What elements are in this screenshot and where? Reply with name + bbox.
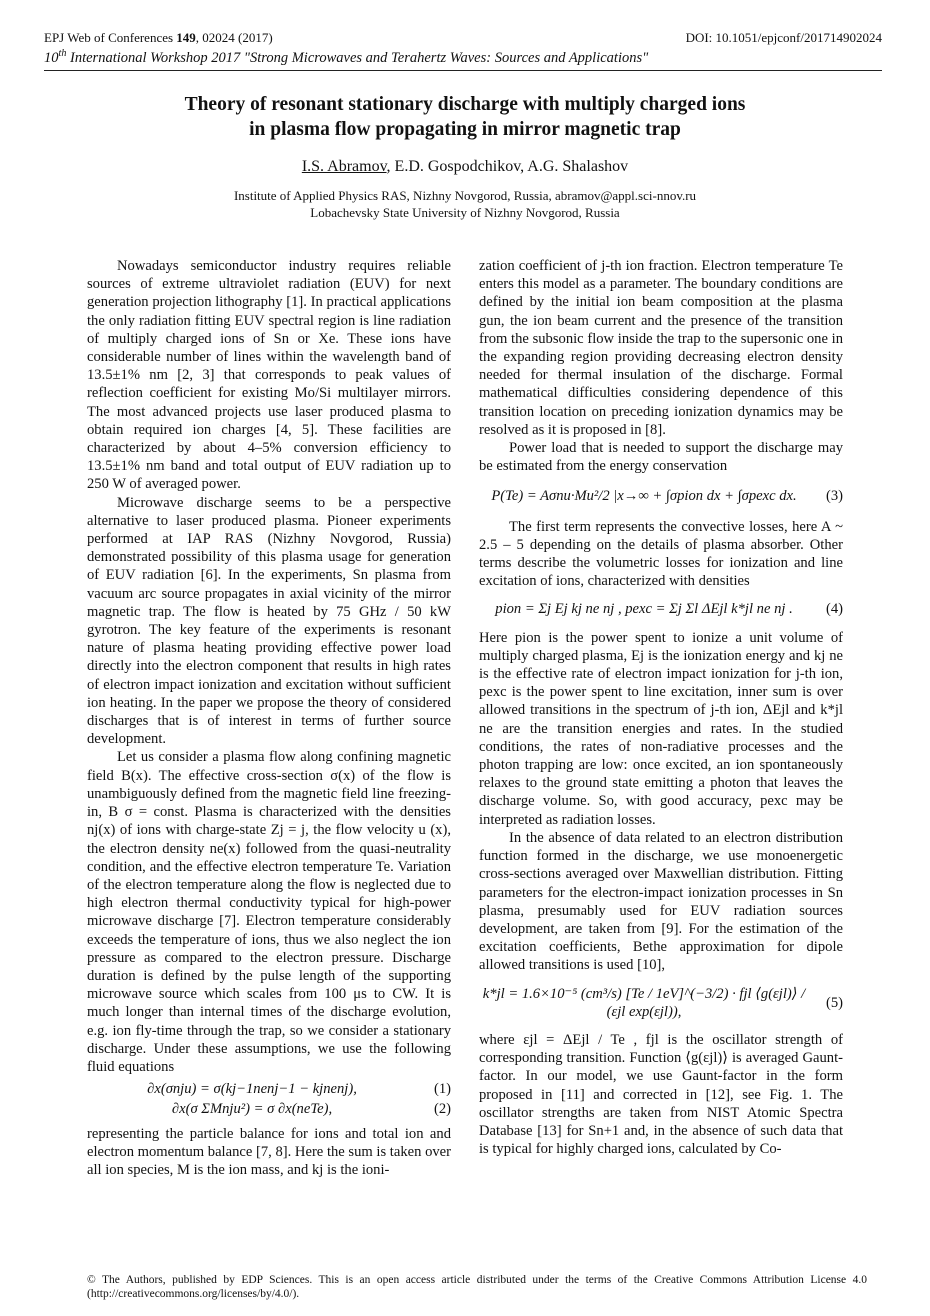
equation-5	[479, 985, 843, 1021]
equation-2	[87, 1100, 451, 1118]
equation-1	[87, 1080, 451, 1098]
paragraph: Here pion is the power spent to ionize a unit volume of multiply charged plasma, Ej is the ionization energy and kj ne is the effective rate of electron impact ionization for j-th ion, pexc is the power spent to line excitation, inner sum is over allowed transitions in the spectrum of j-th ion, ΔEjl and k*jl ne are the transition energies and rates. In the studied conditions, the rates of non-radiative processes and the photon trapping are low: once excited, an ion spontaneously relaxes to the ground state emitting a photon that leaves the discharge volume. So, with good accuracy, pexc may be interpreted as radiation losses.	[479, 629, 843, 828]
paper-title	[60, 92, 870, 142]
equation-number: (5)	[825, 994, 843, 1011]
paragraph: representing the particle balance for ions and total ion and electron momentum balance [7, 8]. Here the sum is taken over all ion species, M is the ion mass, and kj is the ioni-	[87, 1125, 451, 1178]
workshop-ordinal: th	[58, 48, 67, 60]
header-rule	[44, 70, 882, 71]
co-authors: , E.D. Gospodchikov, A.G. Shalashov	[386, 158, 629, 175]
paragraph: In the absence of data related to an electron distribution function formed in the discharge, we use monoenergetic cross-sections averaged over Maxwellian distribution. Fitting parameters for the electron-impact ionization processes in Sn plasma, presumably used for EUV radiation sources development, are taken from [9]. For the estimation of the excitation coefficients, Bethe approximation for dipole allowed transitions is used [10],	[479, 829, 843, 974]
article-number: , 02024 (2017)	[195, 30, 273, 45]
affiliation-2: Lobachevsky State University of Nizhny Novgorod, Russia	[310, 205, 620, 220]
equation-body: pion = Σj Ej kj ne nj , pexc = Σj Σl ΔEjl k*jl ne nj .	[495, 601, 793, 618]
paragraph: Power load that is needed to support the discharge may be estimated from the energy conservation	[479, 440, 843, 475]
equation-body: k*jl = 1.6×10⁻⁵ (cm³/s) [Te / 1eV]^(−3/2) · fjl ⟨g(εjl)⟩ / (εjl exp(εjl)),	[482, 985, 806, 1020]
paragraph: zation coefficient of j-th ion fraction. Electron temperature Te enters this model as a parameter. The boundary conditions are defined by the initial ion beam composition at the plasma gun, the ion beam current and the presence of the transition from the subsonic flow inside the trap to the supersonic one in the expanding region providing decreasing electron density needed for thermal insulation of the discharge. Formal mathematical difficulties considering dependence of this transition location on preceding ionization dynamics may be resolved as it is proposed in [8].	[479, 258, 843, 438]
paragraph: Nowadays semiconductor industry requires reliable sources of extreme ultraviolet radiation (EUV) for next generation projection lithography [1]. In practical applications the only radiation fitting EUV spectral region is line radiation of multiply charged ions of Sn or Xe. These ions have considerable number of lines within the wavelength band of 13.5±1% nm [2, 3] that corresponds to peak values of reflection coefficient for existing Mo/Si multilayer mirrors. The most advanced projects use laser produced plasma to obtain required ion charges [4, 5]. These facilities are characterized by about 4–5% conversion efficiency to 13.5±1% nm band and total output of EUV radiation up to 250 W of averaged power.	[87, 258, 451, 493]
paragraph: Let us consider a plasma flow along confining magnetic field B(x). The effective cross-section σ(x) of the flow is unambiguously defined from the magnetic field line freezing-in, B σ = const. Plasma is characterized with the densities nj(x) of ions with charge-state Zj = j, the flow velocity u (x), the electron density ne(x) followed from the quasi-neutrality condition, and the effective electron temperature Te. Variation of the electron temperature along the flow is neglected due to high electron thermal conductivity typical for high-power microwave discharge [7]. Electron temperature considerably exceeds the temperature of ions, thus we also neglect the ion pressure as compared to the electron pressure. Discharge duration is defined by the pulse length of the supporting microwave source which scales from 100 μs to CW. It is much longer than internal times of the discharge evolution, e.g. ion fly-time through the trap, so we consider a stationary discharge. Under these assumptions, we use the following fluid equations	[87, 749, 451, 1075]
equation-body: ∂x(σnju) = σ(kj−1nenj−1 − kjnenj),	[147, 1081, 357, 1098]
volume-number: 149	[176, 30, 196, 45]
paragraph: Microwave discharge seems to be a perspective alternative to laser produced plasma. Pioneer experiments performed at IAP RAS (Nizhny Novgorod, Russia) demonstrated possibility of this plasma usage for generation of EUV radiation [6]. In the experiments, Sn plasma from vacuum arc source propagates in axial vicinity of the mirror magnetic trap. The flow is heated by 75 GHz / 50 kW gyrotron. The key feature of the experiments is resonant nature of plasma heating providing effective power load directly into the electron component that results in high rates of electron impact ionization and excitation without sufficient ion heating. In the paper we propose the theory of considered discharges that is of interest in terms of further source development.	[87, 494, 451, 748]
left-column	[87, 257, 451, 1179]
authors	[60, 158, 870, 176]
equation-number: (2)	[433, 1101, 451, 1118]
workshop-line	[44, 50, 648, 67]
doi[interactable]: DOI: 10.1051/epjconf/201714902024	[685, 30, 882, 45]
title-line-1: Theory of resonant stationary discharge with multiply charged ions	[184, 94, 746, 115]
equation-number: (1)	[433, 1081, 451, 1098]
equation-number: (4)	[825, 601, 843, 618]
journal-citation	[44, 30, 273, 46]
paragraph: The first term represents the convective losses, here A ~ 2.5 – 5 depending on the details of plasma absorber. Other terms describe the volumetric losses for ionization and line excitation of ions, characterized with densities	[479, 518, 843, 590]
equation-number: (3)	[825, 488, 843, 505]
right-column	[479, 257, 843, 1158]
presenting-author: I.S. Abramov	[301, 158, 387, 175]
journal-name: EPJ Web of Conferences	[44, 30, 177, 45]
equation-4	[479, 600, 843, 618]
workshop-name: International Workshop 2017 "Strong Microwaves and Terahertz Waves: Sources and Applications"	[66, 50, 649, 66]
affiliations	[60, 187, 870, 221]
equation-body: ∂x(σ ΣMnju²) = σ ∂x(neTe),	[171, 1101, 333, 1118]
equation-body: P(Te) = Aσnu·Mu²/2 |x→∞ + ∫σpion dx + ∫σpexc dx.	[491, 488, 797, 505]
workshop-number: 10	[44, 50, 59, 66]
paragraph: where εjl = ΔEjl / Te , fjl is the oscillator strength of corresponding transition. Function ⟨g(εjl)⟩ is averaged Gaunt-factor. In our model, we use Gaunt-factor in the form proposed in [11] and corrected in [12], see Fig. 1. The oscillator strengths are taken from NIST Atomic Spectra Database [13] for Sn+1 and, in the absence of such data that is typical for highly charged ions, calculated by Co-	[479, 1031, 843, 1158]
affiliation-1: Institute of Applied Physics RAS, Nizhny Novgorod, Russia, abramov@appl.sci-nnov.ru	[233, 188, 697, 203]
license-footer: © The Authors, published by EDP Sciences. This is an open access article distributed under the terms of the Creative Commons Attribution License 4.0 (http://creativecommons.org/licenses/by/4.0/).	[87, 1274, 867, 1300]
equation-3	[479, 487, 843, 505]
title-line-2: in plasma flow propagating in mirror magnetic trap	[249, 119, 681, 140]
